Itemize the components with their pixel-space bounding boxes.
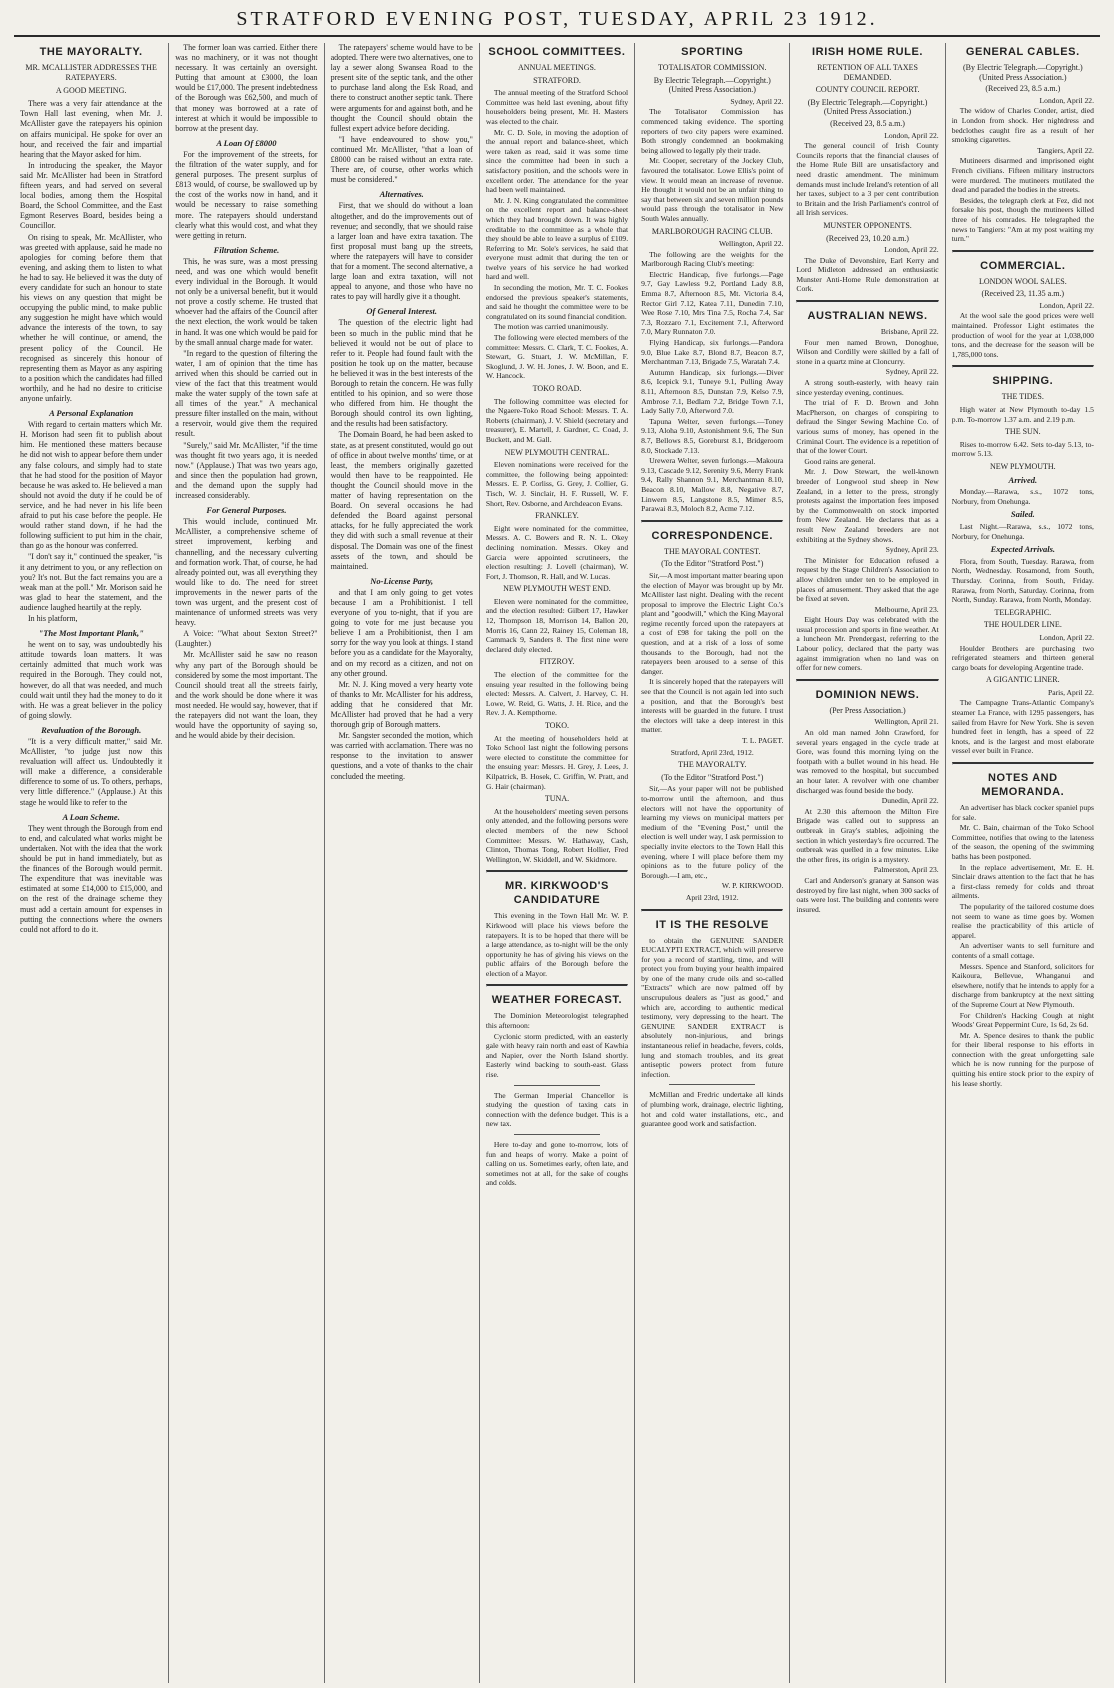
article-title: IRISH HOME RULE. — [812, 46, 924, 58]
dateline: Sydney, April 23. — [885, 545, 939, 555]
paragraph: "I don't say it," continued the speaker, "is it any detriment to you, or any reflection on you? It's not. But the fact remains you are a weak man at the poll." Mr. Morison said he was glad to hear the statement, and the audience laughed heartily at the reply. — [20, 552, 163, 612]
divider — [796, 679, 938, 682]
byline: (By Electric Telegraph.—Copyright.) (United Press Association.) — [962, 63, 1083, 82]
paragraph: Last Night.—Rarawa, s.s., 1072 tons, Norbury, for Onehunga. — [951, 521, 1094, 541]
section-heading: THE MAYORALTY. — [678, 760, 747, 770]
paragraph: Houlder Brothers are purchasing two refrigerated steamers and thirteen general cargo boats for developing Argentine trade. — [951, 643, 1094, 672]
paragraph: "It is a very difficult matter," said Mr. McAllister, "to judge just now this revaluation will affect us. Undoubtedly it will make a difference, a considerable difference to some of us. To others, perhaps, very little difference." (Applause.) At this stage he would like to refer to the — [20, 737, 163, 807]
article-title: DOMINION NEWS. — [815, 688, 920, 701]
subheading: A Personal Explanation — [49, 408, 134, 419]
paragraph: An old man named John Crawford, for several years engaged in the cycle trade at Gore, was found this morning lying on the footpath with a bullet wound in his head. He was removed to the hospital, but succumbed an hour later. A revolver with one chamber discharged was found beside the body. — [796, 728, 939, 795]
column-6 — [790, 43, 945, 1683]
advertisement: Here to-day and gone to-morrow, lots of fun and heaps of worry. Make a point of calling on us. Sometimes early, often late, and sometimes not at all, for the sake of coughs and colds. — [485, 1140, 629, 1188]
paragraph: The popularity of the tailored costume does not seem to wane as time goes by. Women realise the practicability of this article of apparel. — [951, 901, 1094, 940]
paragraph: An advertiser has black cocker spaniel pups for sale. — [951, 803, 1094, 822]
article-subtitle: A GOOD MEETING. — [55, 86, 127, 96]
column-7 — [946, 43, 1100, 1683]
paragraph: Carl and Anderson's granary at Sanson was destroyed by fire last night, when 300 sacks of oats were lost. The building and contents were insured. — [796, 875, 939, 914]
section-heading: THE TIDES. — [1001, 392, 1044, 402]
dateline: April 23rd, 1912. — [685, 892, 739, 902]
paragraph: On rising to speak, Mr. McAllister, who was greeted with applause, said he made no apologies for coming before them that evening, and asking them to listen to what he had to say. He believed it was the duty of every candidate for such an honour to state his views on any question that might be occupying the public mind, to make public any suggestion he might have which would advance the interests of the town, to say whether he will continue, or amend, the present policy of the Council. He recognised as sincerely this honour of representing them as Mayor as any aspiring to a position which the candidates had filled worthily, and he had no desire to criticise anyone unfairly. — [20, 232, 163, 403]
paragraph: "In regard to the question of filtering the water, I am of opinion that the time has arrived when this should be carried out in view of the fact that this treatment would make the water supply of the town safe at all times of the year." A mechanical pressure filter installed on the main, without a reservoir, would give them the required result. — [175, 348, 318, 439]
paragraph: At 2.30 this afternoon the Milton Fire Brigade was called out to suppress an outbreak in Gray's stables, adjoining the section in which yesterday's fire occurred. The outbreak was quelled in a few minutes. Like the other fires, its origin is a mystery. — [796, 806, 939, 864]
paragraph: Cyclonic storm predicted, with an easterly gale with heavy rain north and east of Kawhia and Napier, over the North Island shortly. Easterly wind backing to south-east. Glass rise. — [485, 1031, 629, 1080]
divider — [641, 909, 783, 912]
dateline: Stratford, April 23rd, 1912. — [670, 747, 754, 757]
article-title: WEATHER FORECAST. — [491, 994, 623, 1007]
signature: W. P. KIRKWOOD. — [721, 881, 784, 891]
paragraph: Mr. J. N. King congratulated the committee on the excellent report and balance-sheet which they had brought down. It was highly creditable to the committee as a whole that they should be able to leave a surplus of £109. Referring to Mr. Sole's services, he said that everyone must admit that during the ten or twelve years of his service he had worked hard and well. — [485, 195, 629, 282]
received-time: (Received 23, 8.5 a.m.) — [830, 118, 905, 128]
paragraph: Mutineers disarmed and imprisoned eight French civilians. Fifteen military instructors were murdered. The mutineers mutilated the dead and paraded the bodies in the streets. — [951, 156, 1094, 195]
paragraph: For the improvement of the streets, for the filtration of the water supply, and for general purposes. The present surplus of £813 would, of course, be swallowed up by the cost of the works now in hand, and it would be necessary to raise something more. The ratepayers should understand clearly what this would cost, and what they were getting in return. — [175, 149, 318, 240]
article-title: SHIPPING. — [992, 375, 1054, 388]
paragraph: Mr. Sangster seconded the motion, which was carried with acclamation. There was no response to the invitation to answer questions, and a vote of thanks to the chair concluded the meeting. — [330, 731, 473, 781]
byline: (By Electric Telegraph.—Copyright.) (United Press Association.) — [807, 97, 928, 117]
section-heading: THE HOULDER LINE. — [983, 620, 1062, 630]
paragraph: It is sincerely hoped that the ratepayers will see that the Council is not again led into such a position, and that the Borough's best interests will be guarded in the future. I trust the electors will take a deep interest in this matter. — [641, 677, 784, 735]
paragraph: Good rains are general. — [804, 456, 876, 466]
paragraph: Mr. C. D. Sole, in moving the adoption of the annual report and balance-sheet, which were taken as read, said it was some time since the committee had been in such a satisfactory position, and the schools were in excellent order. The attendance for the year had been well maintained. — [485, 127, 629, 195]
subheading: Expected Arrivals. — [990, 544, 1056, 555]
section-heading: MARLBOROUGH RACING CLUB. — [651, 226, 773, 236]
section-heading: THE MAYORAL CONTEST. — [664, 546, 761, 556]
paragraph: The general council of Irish County Councils reports that the financial clauses of the Home Rule Bill are unsatisfactory and need drastic amendment. The minimum demands must include Ireland's retention of all her taxes, subject to a 3 per cent contribution to Britain and the Irish Parliament's control of all Irish services. — [796, 141, 939, 218]
article-title: CORRESPONDENCE. — [651, 529, 773, 542]
column-1 — [14, 43, 169, 1683]
paragraph: The following committee was elected for the Ngaere-Toko Road School: Messrs. T. A. Roberts (chairman), J. V. Shield (secretary and treasurer), E. Martell, J. Gardner, C. Coad, J. Buckett, and M. Gall. — [485, 396, 629, 444]
section-heading: TELEGRAPHIC. — [994, 607, 1052, 617]
article-title: MR. KIRKWOOD'S CANDIDATURE — [505, 880, 609, 907]
paragraph: Eleven were nominated for the committee, and the election resulted: Gilbert 17, Hawker 12, Thompson 18, Morrison 14, Ballon 20, Morris 16, Cann 22, Rainey 15, Coleman 18, Cammack 9, Sanders 8. The first nine were declared duly elected. — [485, 596, 629, 654]
paragraph: At the wool sale the good prices were well maintained. Professor Light estimates the production of wool for the year at 1,038,000 tons, and the decrease for the season will be 1,785,000 tons. — [951, 311, 1094, 359]
section-heading: LONDON WOOL SALES. — [978, 276, 1067, 286]
subheading: No-License Party, — [370, 575, 434, 586]
dateline: Palmerston, April 23. — [873, 865, 939, 875]
byline: (To the Editor "Stratford Post.") — [661, 559, 764, 569]
paragraph: This would include, continued Mr. McAllister, a comprehensive scheme of street improvement, kerbing and channelling, and the necessary culverting and formation work. That, of course, he had already pointed out, was all everything they would like to do. The need for street improvements in the newer parts of the town was urgent, and the present cost of maintenance of unformed streets was very heavy. — [175, 517, 318, 628]
paragraph: The ratepayers' scheme would have to be adopted. There were two alternatives, one to lay a sewer along Swansea Road to the present site of the septic tank, and the other to purchase land along the Esk Road, and there to construct another septic tank. There were arguments for and against both, and he thought the Council should obtain the fullest expert advice before deciding. — [330, 43, 473, 133]
divider — [486, 870, 628, 873]
paragraph: They went through the Borough from end to end, and calculated what works might be undertaken. Not with the idea that the work should be put in hand immediately, but as the finances of the Borough would permit. The expenditure that was inevitable was estimated at some £14,000 to £15,000, and on the rest of the drainage scheme they must add a certain amount for expenses in putting the connections where the owners could not afford to do it. — [20, 823, 163, 934]
paragraph: Tapuna Welter, seven furlongs.—Toney 9.13, Aloha 9.10, Astonishment 9.6, The Sun 8.7, Bellows 8.5, Goreburst 8.1, Bridgeroom 8.0, Stockade 7.13. — [641, 416, 784, 455]
section-heading: TOKO. — [544, 721, 570, 730]
byline: By Electric Telegraph.—Copyright.) (United Press Association.) — [653, 75, 771, 95]
article-subtitle: ANNUAL MEETINGS. — [518, 63, 596, 72]
dateline: Wellington, April 22. — [719, 239, 784, 249]
paragraph: Mr. A. Spence desires to thank the public for their liberal response to his efforts in connection with the great unforgetting sale which he is now running for the purpose of quitting his entire stock prior to the expiry of his lease shortly. — [951, 1030, 1094, 1088]
paragraph: The Dominion Meteorologist telegraphed this afternoon: — [485, 1011, 629, 1031]
paragraph: Besides, the telegraph clerk at Fez, did not forsake his post, though the mutineers killed three of his comrades. He telegraphed the news to Tangiers: "Am at my post waiting my turn." — [951, 195, 1094, 244]
paragraph: A strong south-easterly, with heavy rain since yesterday evening, continues. — [796, 378, 939, 397]
dateline: Sydney, April 22. — [885, 367, 939, 377]
section-heading: FITZROY. — [539, 657, 575, 667]
article-title: COMMERCIAL. — [980, 259, 1066, 272]
paragraph: Messrs. Spence and Stanford, solicitors for Kaikoura, Bellevue, Whanganui and elsewhere, notify that he intends to apply for a discharge from bankruptcy at the next sitting of the Supreme Court at New Plymouth. — [951, 961, 1094, 1009]
divider — [514, 1134, 600, 1135]
divider — [641, 520, 783, 523]
paragraph: Mr. C. Bain, chairman of the Toko School Committee, notifies that owing to the lateness of the season, the opening of the swimming baths has been postponed. — [951, 823, 1094, 861]
article-title: THE MAYORALTY. — [39, 46, 143, 58]
dateline: Tangiers, April 22. — [1037, 145, 1094, 155]
paragraph: The Campagne Trans-Atlantic Company's steamer La France, with 1295 passengers, has sailed from Havre for New York. She is seven hundred feet in length, has a speed of 22 knots, and is the largest and most elaborate vessel ever built in France. — [951, 698, 1094, 756]
subheading: Of General Interest. — [366, 306, 437, 317]
paragraph: The trial of F. D. Brown and John MacPherson, on charges of conspiring to defraud the Singer Sewing Machine Co. of various sums of money, has opened in the Criminal Court. The evidence is a repetition of that of the lower Court. — [796, 398, 939, 456]
subheading: "The Most Important Plank," — [38, 628, 144, 639]
section-heading: A GIGANTIC LINER. — [986, 675, 1060, 685]
paragraph: First, that we should do without a loan altogether, and do the improvements out of revenue; and secondly, that we should raise a larger loan and have extra taxation. The first proposal must bang up the streets, where the ratepayers will have to consider that for a moment. The second alternative, a large loan and extra taxation, will not appeal to anyone, and those who have no rates to pay will hardly give it a thought. — [330, 201, 473, 302]
paragraph: The motion was carried unanimously. — [493, 322, 609, 332]
paragraph: Monday.—Rarawa, s.s., 1072 tons, Norbury, from Onehunga. — [951, 487, 1094, 506]
paragraph: The election of the committee for the ensuing year resulted in the following being elected: Messrs. A. Calvert, J. Harvey, C. H. Lowe, W. Reid, G. Watts, J. H. Rice, and the Rev. J. A. Kempthorne. — [485, 670, 629, 718]
paragraph: In seconding the motion, Mr. T. C. Fookes endorsed the previous speaker's statements, and said he thought the committee were to be congratulated on its sound financial condition. — [485, 283, 629, 321]
article-title: SCHOOL COMMITTEES. — [488, 46, 626, 58]
article-title: SPORTING — [681, 46, 744, 58]
paragraph: For Children's Hacking Cough at night Woods' Great Peppermint Cure, 1s 6d, 2s 6d. — [951, 1010, 1094, 1030]
paragraph: Rises to-morrow 6.42. Sets to-day 5.13, to-morrow 5.13. — [951, 439, 1094, 459]
paragraph: Eight Hours Day was celebrated with the usual procession and sports in fine weather. At a luncheon Mr. Prendergast, referring to the Labour policy, declared that the party was against immigration when no land was on offer for new comers. — [796, 615, 939, 673]
paragraph: Urewera Welter, seven furlongs.—Makoura 9.13, Cascade 9.12, Serenity 9.6, Merry Frank 9.4, Rally Shannon 9.1, Merchantman 8.10, Beacon 8.10, Mallow 8.8, Negative 8.7, Linwern 8.5, Langstone 8.5, Mimer 8.5, Parawai 8.3, Moloch 8.2, Acme 7.12. — [641, 456, 784, 514]
divider — [514, 1085, 600, 1086]
paragraph: Sir,—As your paper will not be published to-morrow until the afternoon, and thus electors will not have the opportunity of learning my views on municipal matters per medium of the "Evening Post," until the election is well under way, I ask permission to specially invite electors to the Town Hall this evening, where I will place before them my opinions as to the future policy of the Borough.—I am, etc., — [641, 784, 784, 880]
paragraph: The widow of Charles Conder, artist, died in London from shock. Her nightdress and bedclothes caught fire as a result of her smoking cigarettes. — [951, 106, 1094, 145]
dateline: London, April 22. — [884, 130, 939, 140]
paragraph: High water at New Plymouth to-day 1.5 p.m. To-morrow 1.37 a.m. and 2.19 p.m. — [951, 405, 1094, 424]
signature: T. L. PAGET. — [741, 736, 784, 745]
advertisement: McMillan and Fredric undertake all kinds of plumbing work, drainage, electric lighting, hot and cold water installations, etc., and guarantee good work and satisfaction. — [641, 1090, 784, 1129]
paragraph: In the replace advertisement, Mr. E. H. Sinclair draws attention to the fact that he has a first-class remedy for colds and throat ailments. — [951, 862, 1094, 901]
received-time: (Received 23, 11.35 a.m.) — [981, 289, 1065, 299]
divider — [796, 300, 938, 303]
subheading: Revaluation of the Borough. — [41, 724, 142, 735]
divider — [952, 762, 1094, 765]
column-3 — [325, 43, 480, 1683]
paragraph: he went on to say, was undoubtedly his attitude towards loan matters. It was certainly admitted that much work was required in the Borough. They could not, however, do all that was needed, and much could wait until they had the money to do it with. He was a great believer in the policy of going slowly. — [20, 640, 163, 720]
subheading: A Loan Of £8000 — [216, 137, 277, 148]
subheading: Arrived. — [1008, 474, 1038, 485]
paragraph: Mr. Cooper, secretary of the Jockey Club, favoured the totalisator. Lowe Ellis's point of view. It would mean an increase of revenue. He thought it would not be an unfair thing to say that between six and seven million pounds would pass through the totalisator in New South Wales annually. — [641, 156, 784, 223]
paragraph: The annual meeting of the Stratford School Committee was held last evening, about fifty householders being present, Mr. H. Masters was elected to the chair. — [485, 88, 629, 126]
divider — [486, 984, 628, 987]
subheading: Filtration Scheme. — [213, 244, 280, 255]
section-heading: MUNSTER OPPONENTS. — [823, 220, 912, 230]
section-heading: COUNTY COUNCIL REPORT. — [815, 85, 920, 95]
paragraph: There was a very fair attendance at the Town Hall last evening, when Mr. J. McAllister gave the ratepayers his opinion on affairs municipal. He spoke for over an hour, and received the fair and impartial hearing that the Mayor asked for him. — [20, 99, 163, 159]
dateline: Brisbane, April 22. — [880, 327, 939, 337]
dateline: London, April 22. — [1039, 300, 1094, 310]
paragraph: In introducing the speaker, the Mayor said Mr. McAllister had been in Stratford fifteen years, and had served on several local bodies, among them the Hospital Board, the School Committee, and the East Egmont Reserves Board, besides being a Councillor. — [20, 160, 163, 231]
paragraph: Mr. N. J. King moved a very hearty vote of thanks to Mr. McAllister for his address, adding that he considered that Mr. McAllister had proved that he had a very thorough grip of Borough matters. — [330, 679, 473, 730]
paragraph: The Minister for Education refused a request by the Stage Children's Association to allow children under ten to be employed in places of amusement. They asked that the age be fixed at seven. — [796, 555, 939, 604]
dateline: London, April 22. — [1039, 632, 1094, 642]
subheading: Sailed. — [1010, 509, 1035, 520]
article-title: NOTES AND MEMORANDA. — [981, 772, 1065, 799]
advertisement-title: IT IS THE RESOLVE — [655, 918, 769, 931]
paragraph: At the meeting of householders held at Toko School last night the following persons were elected to constitute the committee for the ensuing year: Messrs. H. Grey, J. Lees, J. Kilpatrick, B. Hosek, C. Griffin, W. Pratt, and G. Hair (chairman). — [485, 733, 629, 791]
advertisement: to obtain the GENUINE SANDER EUCALYPTI EXTRACT, which will preserve for you a record of startling, time, and will protect you from buying your health impaired by one of the many crude oils and so-called "Extracts" which are now palmed off by unscrupulous dealers as "just as good," and which are, according to authentic medical testimony, very depressing to the heart. The GENUINE SANDER EXTRACT is absolutely non-injurious, and brings instantaneous relief in headache, fevers, colds, lung and stomach troubles, and its great antiseptic powers protect from future infection. — [641, 935, 784, 1079]
paragraph: Flying Handicap, six furlongs.—Pandora 9.0, Blue Lake 8.7, Blond 8.7, Beacon 8.7, Merchantman 7.13, Brigade 7.5, Waratah 7.4. — [641, 338, 784, 367]
dateline: London, April 22. — [1039, 95, 1094, 105]
paragraph: With regard to certain matters which Mr. H. Morison had seen fit to publish about him. He mentioned these matters because he did not wish to appear before them under any false colours, and simply had to state that he had stood for the position of Mayor because he was asked to. He believed a man should not avoid the duty if he could be of service, and he had never in his life been afraid to put his case before the people. He would rather stand down, if he had the following sufficient to put him in the chair, than go as the honour was conferred. — [20, 420, 163, 551]
paragraph: "Surely," said Mr. McAllister, "if the time was thought fit two years ago, it is needed now." (Applause.) That was two years ago, and since then the population had grown, and the demand upon the supply had increased considerably. — [175, 440, 318, 501]
paragraph: The following were elected members of the committee: Messrs. C. Clark, T. C. Fookes, A. Stewart, G. Stuart, J. W. McMillan, F. Skoglund, J. W. H. Jones, J. W. Boon, and E. W. Hancock. — [485, 333, 629, 381]
paragraph: "I have endeavoured to show you," continued Mr. McAllister, "that a loan of £8000 can be raised without an extra rate. There are, of course, other works which must be considered." — [330, 134, 473, 185]
subheading: For General Purposes. — [206, 505, 287, 516]
divider — [952, 365, 1094, 368]
section-heading: THE SUN. — [1005, 427, 1041, 437]
paragraph: The Duke of Devonshire, Earl Kerry and Lord Midleton addressed an enthusiastic Munster Anti-Home Rule demonstration at Cork. — [796, 255, 939, 294]
paragraph: Autumn Handicap, six furlongs.—Diver 8.6, Icepick 9.1, Tuneye 9.1, Pulling Away 8.11, Afternoon 8.5, Dunstan 7.9, Kelso 7.9, Ambrose 7.1, Bedlam 7.2, Bridge Town 7.1, Lady Sally 7.0, Afterword 7.0. — [641, 367, 784, 416]
dateline: Melbourne, April 23. — [874, 604, 939, 614]
dateline: Sydney, April 22. — [730, 96, 784, 106]
paragraph: Four men named Brown, Donoghue, Wilson and Cordilly were skilled by a fall of stone in a quartz mine at Cloncurry. — [796, 337, 939, 366]
section-heading: NEW PLYMOUTH WEST END. — [503, 584, 611, 594]
article-title: GENERAL CABLES. — [965, 46, 1080, 58]
column-2 — [169, 43, 324, 1683]
dateline: London, April 22. — [884, 245, 939, 255]
paragraph: Eight were nominated for the committee, Messrs. A. C. Bowers and R. N. L. Okey declining nomination. Messrs. Okey and Garcia were appointed scrutineers, the election resulting: J. Lovell (chairman), W. Fort, J. Thomson, R. Hall, and W. Lucas. — [485, 523, 629, 581]
paragraph: Mr. J. Dow Stewart, the well-known breeder of Longwool stud sheep in New Zealand, in a letter to the press, strongly protests against the importation fees imposed by the Commonwealth on stock imported from New Zealand. He declares that as a result New Zealand breeders are not exhibiting at the Sydney shows. — [796, 467, 939, 544]
paragraph: Eleven nominations were received for the committee, the following being appointed: Messrs. E. P. Corliss, G. Grey, J. Collier, G. Tisch, W. J. Sinclair, H. F. Russell, W. F. Short, Rev. Osborne, and Archdeacon Evans. — [485, 460, 629, 508]
masthead: STRATFORD EVENING POST, TUESDAY, APRIL 23 1912. — [14, 8, 1100, 37]
section-heading: FRANKLEY. — [535, 511, 579, 521]
section-heading: NEW PLYMOUTH. — [989, 462, 1056, 471]
article-title: AUSTRALIAN NEWS. — [807, 310, 928, 323]
received-time: (Received 23, 10.20 a.m.) — [826, 233, 909, 243]
dateline: Paris, April 22. — [1047, 687, 1094, 697]
paragraph: In his platform, — [28, 613, 78, 623]
paragraph: The following are the weights for the Marlborough Racing Club's meeting: — [641, 249, 784, 269]
section-heading: NEW PLYMOUTH CENTRAL. — [504, 447, 610, 457]
section-heading: TOKO ROAD. — [532, 384, 582, 393]
paragraph: This, he was sure, was a most pressing need, and was one which would benefit every individual in the Borough. It would not only be a universal benefit, but it would not prove a costly scheme. He trusted that whoever had the affairs of the Council after the next election, the work would be taken in hand. It was one which would be paid for by the small annual charge made for water. — [175, 256, 318, 347]
divider — [952, 250, 1094, 253]
columns — [14, 43, 1100, 1683]
subheading: Alternatives. — [379, 189, 424, 200]
section-heading: TOTALISATOR COMMISSION. — [658, 63, 767, 72]
received-time: (Received 23, 8.5 a.m.) — [985, 84, 1061, 94]
paragraph: and that I am only going to get votes because I am a Prohibitionist. I tell everyone of you to-night, that if you are going to vote for me just because you believe I am a Prohibitionist, then I am sorry for the way you look at things. I stand before you as a candidate for the Mayoralty, and on my record as a citizen, and not on any other ground. — [330, 587, 473, 678]
article-subtitle: MR. MCALLISTER ADDRESSES THE RATEPAYERS. — [25, 63, 157, 83]
byline: (Per Press Association.) — [829, 705, 906, 715]
paragraph: Sir,—A most important matter bearing upon the election of Mayor was brought up by Mr. McAllister last night. Dealing with the recent proposal to improve the Electric Light Co.'s plant and "goodwill," which the King Mayoral regime recently forced upon the ratepayers at a cost of £98 for taking the poll on the question, and at a risk of a loss of some thousands to the Borough, had not the ratepayers been aroused to a sense of this danger. — [641, 570, 784, 676]
paragraph: The Domain Board, he had been asked to state, as at present constituted, would go out of office in about twelve months' time, or at least, the members originally gazetted would then have to be reappointed. He thought the Council should move in the matter of having representation on the Board. On several occasions he had defended the Board against personal attacks, for he fully appreciated the work they did with such a small revenue at their disposal. The Domain was one of the finest assets of the town, and should be maintained. — [330, 430, 473, 571]
dateline: Dunedin, April 22. — [881, 796, 939, 806]
column-5 — [635, 43, 790, 1683]
paragraph: An advertiser wants to sell furniture and contents of a small cottage. — [951, 941, 1094, 960]
paragraph: At the householders' meeting seven persons only attended, and the following persons were elected members of the new School Committee: Messrs. W. Hathaway, Cash, Clinton, Thomas Tong, Robert Hollier, Fred Wellington, W. Skiddell, and W. Skidmore. — [485, 806, 629, 864]
paragraph: The Totalisator Commission has commenced taking evidence. The sporting reporters of two city papers were examined. Both strongly condemned an bookmaking being allowed to legally ply their trade. — [641, 107, 784, 155]
paragraph: The former loan was carried. Either there was no machinery, or it was not thought necessary. It was certainly an oversight. Putting that amount at £3000, the loan would be £17,000. The present indebtedness of the Borough was £62,500, and much of that money was borrowed at a rate of interest at which it would be impossible to borrow at the present day. — [175, 43, 318, 133]
paragraph: This evening in the Town Hall Mr. W. P. Kirkwood will place his views before the ratepayers. It is to be hoped that there will be a large attendance, as to-night will be the only opportunity he has of giving his views on the public affairs of the Borough before the election of a Mayor. — [485, 911, 629, 978]
dateline: Wellington, April 21. — [874, 717, 939, 727]
section-heading: TUNA. — [544, 794, 570, 804]
paragraph: A Voice: "What about Sexton Street?" (Laughter.) — [175, 629, 318, 649]
section-heading: STRATFORD. — [533, 75, 581, 85]
subheading: A Loan Scheme. — [62, 811, 120, 822]
paragraph: The question of the electric light had been so much in the public mind that he believed it would not be out of place to refer to it. People had found fault with the position he took up on the matter, because he believed it was in the best interests of the Borough to retain the concern. He was fully entitled to his opinion, and so were those who differed from him. He thought the Borough should control its own lighting, and the results had been satisfactory. — [330, 318, 473, 429]
section-heading: RETENTION OF ALL TAXES DEMANDED. — [817, 63, 918, 82]
paragraph: Electric Handicap, five furlongs.—Page 9.7, Gay Lawless 9.2, Portland Lady 8.8, Emma 8.7, Afternoon 8.5, Mt. Victoria 8.4, Rector Girl 7.12, Katea 7.11, Dunedin 7.10, Wee Rose 7.10, Mrs Tina 7.5, Rocha 7.4, Sar 7.3, Rozzaro 7.1, Excitement 7.1, Afterword 7.0, Mary Runnaton 7.0. — [641, 269, 784, 337]
paragraph: Mr. McAllister said he saw no reason why any part of the Borough should be considered by some the most important. The Council should treat all the streets fairly, and the work should be done where it was most needed. He would say, however, that if the ratepayers did not want the loan, they would have the opportunity of saying so, and he would abide by their decision. — [175, 650, 318, 741]
divider — [669, 1084, 755, 1085]
paragraph: Flora, from South, Tuesday. Rarawa, from North, Wednesday. Rosamond, from South, Thursday. Corinna, from South, Friday. Rarawa, from North, Saturday. Corinna, from North, Sunday. Rarawa, from North, Monday. — [951, 556, 1094, 605]
paragraph: The German Imperial Chancellor is studying the question of taxing cats in connection with the defence budget. This is a new tax. — [485, 1090, 629, 1129]
byline: (To the Editor "Stratford Post.") — [661, 772, 764, 782]
column-4 — [480, 43, 635, 1683]
